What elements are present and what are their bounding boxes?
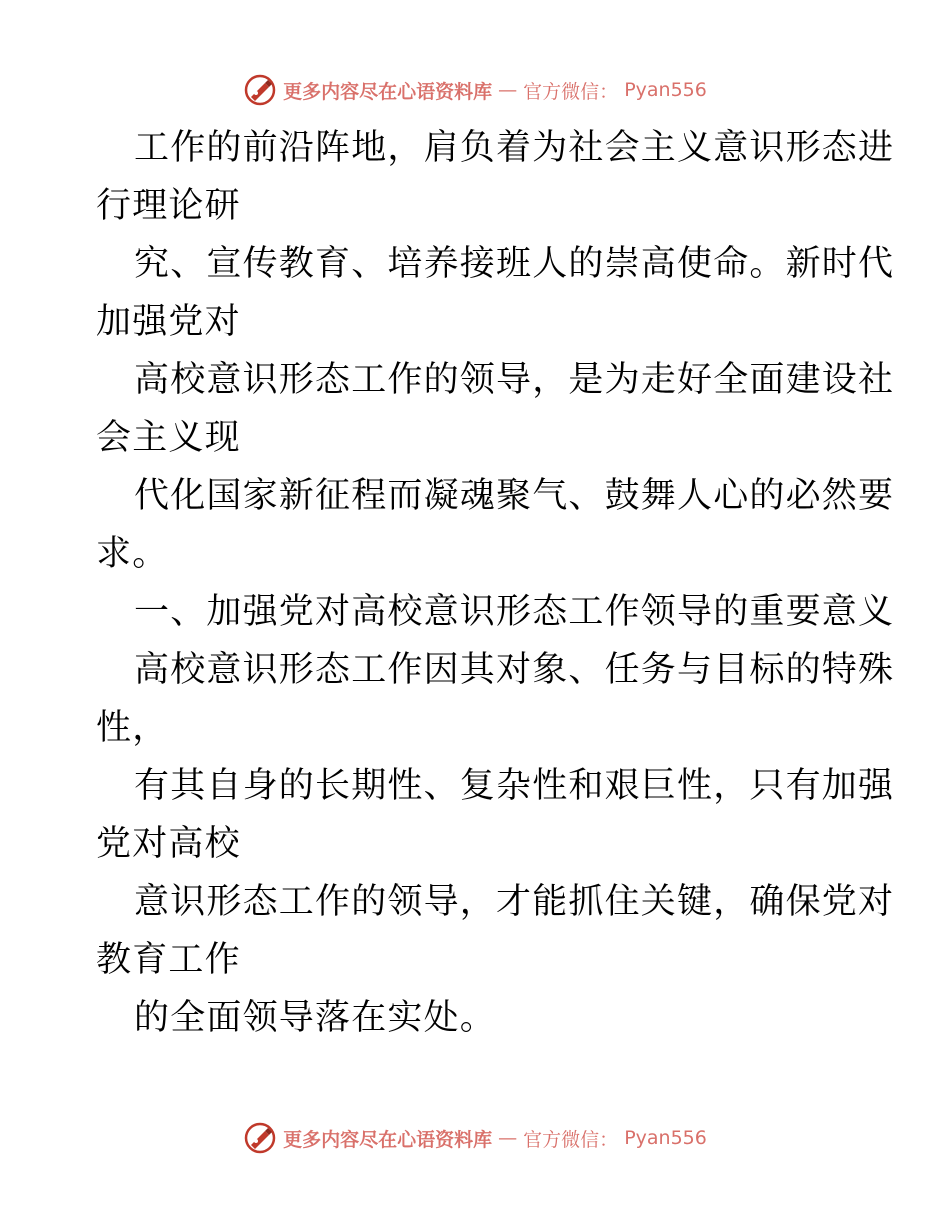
banner-wechat-id: Pyan556: [624, 1127, 707, 1149]
text-line: 求。: [96, 534, 169, 574]
text-line: 党对高校: [96, 824, 241, 864]
footer-banner: [0, 1118, 950, 1158]
text-line: 教育工作: [96, 940, 241, 980]
text-line: 会主义现: [96, 418, 241, 458]
banner-wechat-label: 官方微信：: [523, 1128, 619, 1151]
banner-separator: —: [498, 1127, 518, 1149]
banner-site-text: 更多内容尽在心语资料库: [283, 1128, 493, 1151]
pen-logo-icon: [243, 1121, 277, 1155]
banner-wechat-id: Pyan556: [624, 79, 707, 101]
text-line: 高校意识形态工作的领导，是为走好全面建设社: [134, 360, 895, 400]
banner-wechat-label: 官方微信：: [523, 80, 619, 103]
text-line: 究、宣传教育、培养接班人的崇高使命。新时代: [134, 244, 895, 284]
pen-logo-icon: [243, 73, 277, 107]
text-line: 高校意识形态工作因其对象、任务与目标的特殊: [134, 650, 895, 690]
text-line: 有其自身的长期性、复杂性和艰巨性，只有加强: [134, 766, 895, 806]
text-line: 加强党对: [96, 302, 241, 342]
banner-site-text: 更多内容尽在心语资料库: [283, 80, 493, 103]
text-line: 的全面领导落在实处。: [134, 998, 497, 1038]
header-banner: [0, 70, 950, 110]
text-line: 行理论研: [96, 186, 241, 226]
banner-separator: —: [498, 79, 518, 101]
section-heading: 一、加强党对高校意识形态工作领导的重要意义: [134, 592, 895, 632]
text-line: 性，: [96, 708, 169, 748]
text-line: 意识形态工作的领导，才能抓住关键，确保党对: [134, 882, 895, 922]
text-line: 工作的前沿阵地，肩负着为社会主义意识形态进: [134, 128, 895, 168]
text-line: 代化国家新征程而凝魂聚气、鼓舞人心的必然要: [134, 476, 895, 516]
